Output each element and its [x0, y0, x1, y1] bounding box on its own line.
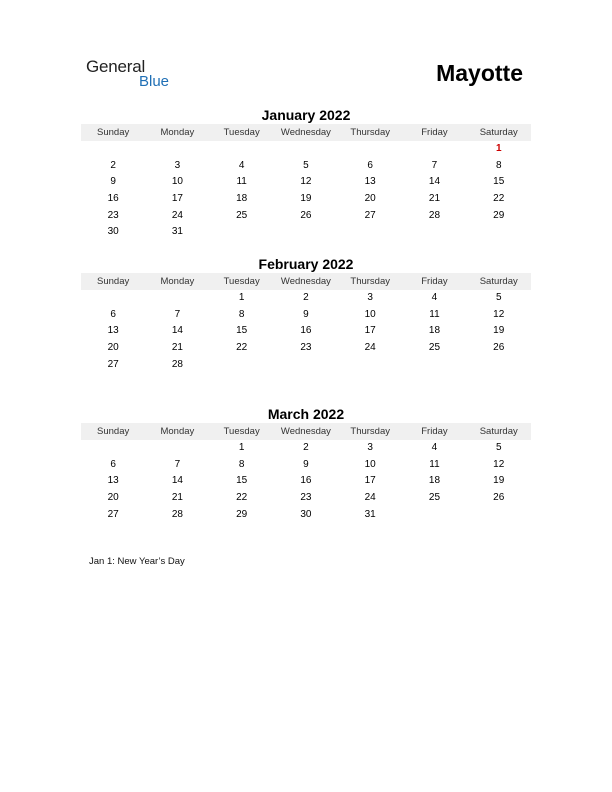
weekday-label: Monday	[160, 127, 195, 138]
day-cell: 26	[300, 209, 312, 221]
day-cell: 9	[303, 308, 309, 320]
day-cell: 19	[300, 193, 312, 205]
day-cell: 4	[238, 159, 245, 171]
empty-day-cell	[467, 357, 531, 374]
day-cell: 12	[493, 458, 505, 470]
weekday-label: Friday	[421, 276, 448, 287]
weekday-label: Tuesday	[223, 426, 260, 437]
day-cell: 3	[367, 292, 373, 303]
day-cell: 17	[364, 475, 376, 487]
weekday-label: Wednesday	[280, 426, 331, 437]
day-cell: 10	[364, 308, 376, 320]
week-row	[81, 440, 531, 457]
logo-general-text: General	[86, 57, 146, 76]
day-cell: 31	[171, 226, 183, 238]
day-cell: 21	[428, 193, 441, 205]
day-cell: 24	[364, 342, 376, 354]
week-row	[81, 158, 531, 175]
day-cell: 18	[428, 325, 441, 337]
day-cell: 25	[428, 342, 441, 354]
weekday-label: Monday	[160, 276, 195, 287]
empty-day-cell	[402, 141, 466, 158]
day-cell: 9	[303, 458, 309, 470]
empty-day-cell	[467, 507, 531, 524]
month-february	[81, 255, 531, 373]
day-cell: 31	[364, 508, 376, 520]
week-row	[81, 191, 531, 208]
weekday-label: Thursday	[350, 426, 390, 437]
month-title: January 2022	[261, 107, 351, 123]
day-cell: 24	[171, 209, 183, 221]
empty-day-cell	[145, 290, 209, 307]
logo-blue-text: Blue	[139, 73, 170, 90]
day-cell: 3	[367, 442, 373, 453]
month-march	[81, 405, 531, 523]
month-january	[81, 106, 531, 241]
day-cell: 16	[300, 325, 312, 337]
weekday-label: Thursday	[350, 276, 390, 287]
weekday-header	[81, 124, 531, 141]
day-cell: 9	[110, 176, 116, 188]
weekday-label: Saturday	[479, 276, 518, 287]
holiday-notes	[89, 556, 185, 567]
week-row	[81, 323, 531, 340]
empty-day-cell	[210, 224, 274, 241]
day-cell: 5	[495, 442, 502, 453]
day-cell: 29	[236, 508, 248, 520]
weekday-label: Saturday	[479, 127, 518, 138]
day-cell: 22	[493, 193, 505, 205]
day-cell: 19	[493, 325, 505, 337]
week-row	[81, 208, 531, 225]
day-cell: 10	[364, 458, 376, 470]
day-cell: 15	[236, 475, 248, 487]
day-cell: 4	[431, 442, 438, 453]
empty-day-cell	[210, 357, 274, 374]
day-cell: 7	[174, 308, 181, 320]
empty-day-cell	[402, 224, 466, 241]
day-cell: 26	[493, 342, 505, 354]
day-cell: 28	[171, 358, 183, 370]
week-row	[81, 290, 531, 307]
day-cell: 26	[493, 492, 505, 504]
day-cell: 25	[236, 209, 248, 221]
weekday-label: Sunday	[97, 127, 130, 138]
week-row	[81, 473, 531, 490]
day-cell: 14	[171, 325, 183, 337]
day-cell: 20	[364, 193, 376, 205]
day-cell: 20	[107, 492, 119, 504]
empty-day-cell	[402, 507, 466, 524]
day-cell: 4	[431, 292, 438, 303]
day-cell: 14	[428, 176, 441, 188]
day-cell: 16	[300, 475, 312, 487]
day-cell: 12	[300, 176, 312, 188]
day-cell: 17	[171, 193, 183, 205]
weekday-header	[81, 423, 531, 440]
day-cell: 21	[171, 342, 183, 354]
day-cell: 24	[364, 492, 376, 504]
day-cell: 5	[303, 159, 309, 171]
weekday-label: Friday	[421, 426, 448, 437]
empty-day-cell	[338, 224, 402, 241]
weekday-label: Tuesday	[223, 127, 260, 138]
month-title: March 2022	[267, 406, 345, 422]
empty-day-cell	[81, 440, 145, 457]
day-cell: 18	[428, 475, 441, 487]
day-cell: 23	[300, 342, 312, 354]
day-cell: 3	[174, 159, 181, 171]
day-cell: 14	[171, 475, 183, 487]
week-row	[81, 457, 531, 474]
weekday-label: Wednesday	[280, 276, 331, 287]
weekday-label: Sunday	[97, 276, 130, 287]
day-cell: 11	[236, 176, 247, 188]
weekday-header	[81, 273, 531, 290]
empty-day-cell	[274, 357, 338, 374]
week-row	[81, 224, 531, 241]
day-cell: 27	[107, 508, 119, 520]
day-cell: 2	[303, 292, 309, 303]
country-title: Mayotte	[436, 60, 523, 86]
weekday-label: Friday	[421, 127, 448, 138]
week-row	[81, 340, 531, 357]
day-cell: 22	[236, 342, 248, 354]
day-cell: 17	[364, 325, 376, 337]
day-cell: 27	[364, 209, 376, 221]
day-cell: 6	[110, 308, 116, 320]
empty-day-cell	[145, 141, 209, 158]
day-cell: 10	[171, 176, 183, 188]
week-row	[81, 307, 531, 324]
day-cell: 6	[110, 458, 116, 470]
day-cell: 2	[303, 442, 309, 453]
day-cell: 15	[493, 176, 505, 188]
empty-day-cell	[402, 357, 466, 374]
day-cell: 5	[495, 292, 502, 303]
day-cell: 1	[238, 442, 245, 453]
day-cell: 6	[367, 159, 373, 171]
holiday-note: Jan 1: New Year’s Day	[89, 556, 185, 567]
day-cell: 1	[238, 292, 245, 303]
weekday-label: Saturday	[479, 426, 518, 437]
day-cell: 8	[238, 458, 245, 470]
week-row	[81, 490, 531, 507]
day-cell: 12	[493, 308, 505, 320]
day-cell: 8	[238, 308, 245, 320]
day-cell: 2	[110, 159, 116, 171]
week-row	[81, 507, 531, 524]
week-row	[81, 174, 531, 191]
holiday-day-cell: 1	[495, 143, 502, 154]
empty-day-cell	[210, 141, 274, 158]
day-cell: 11	[429, 458, 440, 470]
week-row	[81, 357, 531, 374]
empty-day-cell	[145, 440, 209, 457]
logo	[86, 55, 196, 95]
day-cell: 20	[107, 342, 119, 354]
day-cell: 28	[428, 209, 441, 221]
empty-day-cell	[81, 290, 145, 307]
day-cell: 19	[493, 475, 505, 487]
day-cell: 13	[107, 325, 119, 337]
day-cell: 13	[107, 475, 119, 487]
day-cell: 30	[300, 508, 312, 520]
day-cell: 21	[171, 492, 183, 504]
weekday-label: Tuesday	[223, 276, 260, 287]
weekday-label: Monday	[160, 426, 195, 437]
empty-day-cell	[467, 224, 531, 241]
day-cell: 8	[495, 159, 502, 171]
week-row	[81, 141, 531, 158]
day-cell: 25	[428, 492, 441, 504]
day-cell: 7	[174, 458, 181, 470]
empty-day-cell	[81, 141, 145, 158]
day-cell: 7	[431, 159, 438, 171]
empty-day-cell	[274, 141, 338, 158]
day-cell: 18	[236, 193, 248, 205]
day-cell: 29	[493, 209, 505, 221]
day-cell: 27	[107, 358, 119, 370]
weekday-label: Sunday	[97, 426, 130, 437]
empty-day-cell	[274, 224, 338, 241]
day-cell: 28	[171, 508, 183, 520]
day-cell: 11	[429, 308, 440, 320]
day-cell: 23	[107, 209, 119, 221]
empty-day-cell	[338, 141, 402, 158]
day-cell: 23	[300, 492, 312, 504]
day-cell: 13	[364, 176, 376, 188]
month-title: February 2022	[258, 256, 354, 272]
day-cell: 15	[236, 325, 248, 337]
empty-day-cell	[338, 357, 402, 374]
day-cell: 22	[236, 492, 248, 504]
day-cell: 30	[107, 226, 119, 238]
day-cell: 16	[107, 193, 119, 205]
weekday-label: Wednesday	[280, 127, 331, 138]
weekday-label: Thursday	[350, 127, 390, 138]
